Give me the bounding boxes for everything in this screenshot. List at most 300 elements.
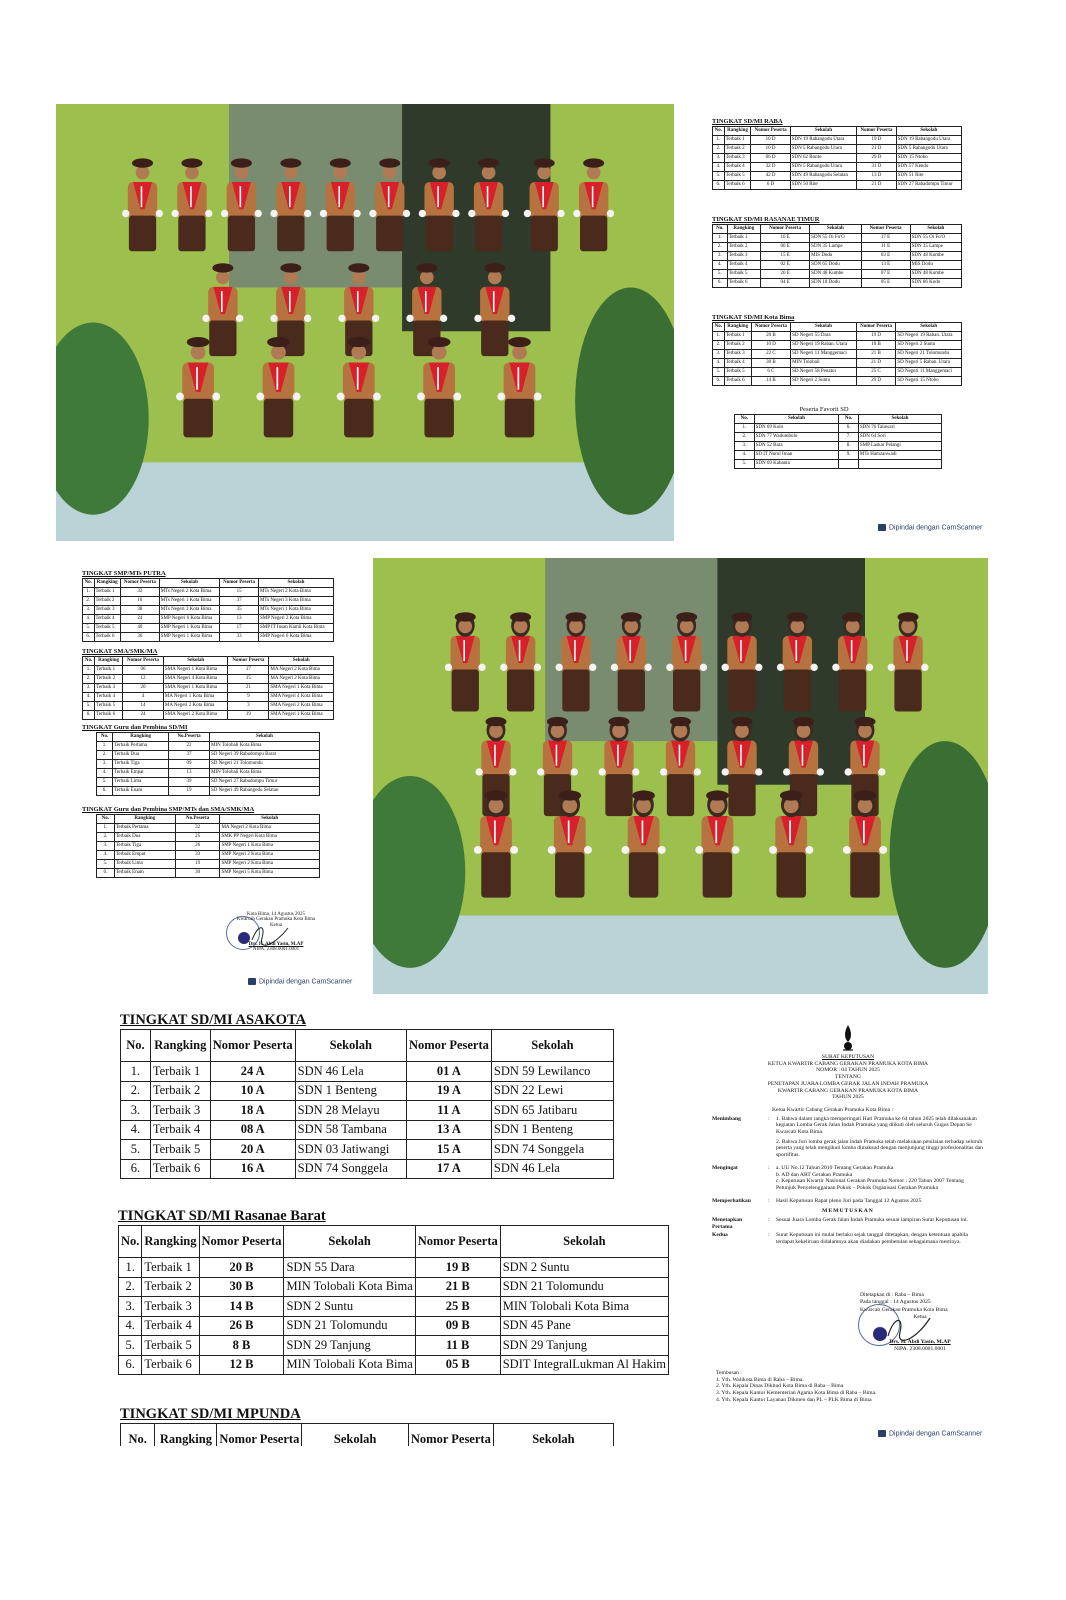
- scout-part: [888, 664, 895, 671]
- label: Kedua: [712, 1232, 728, 1239]
- scout-part: [505, 399, 534, 438]
- column-header: Nomor Peserta: [228, 657, 269, 666]
- table-cell: Terbaik 5: [94, 624, 120, 633]
- results-table: [120, 1423, 614, 1446]
- column-header: No.: [83, 579, 95, 588]
- scout-part: [369, 210, 376, 217]
- table-cell: MA Negeri 2 Kota Bima: [163, 702, 228, 711]
- table-cell: 5.: [83, 624, 95, 633]
- table-cell: Terbaik 5: [95, 702, 123, 711]
- scout-part: [445, 664, 452, 671]
- scout-part: [611, 664, 618, 671]
- scout-part: [481, 320, 508, 356]
- table-cell: 2.: [713, 145, 725, 154]
- table-cell: SDN 1 Benteng: [295, 1081, 406, 1101]
- scout-part: [776, 852, 805, 897]
- table-cell: Terbaik 6: [94, 633, 120, 642]
- label: Tembusan :: [716, 1370, 742, 1376]
- scout-part: [481, 852, 510, 897]
- scout-part: [629, 852, 658, 897]
- table-cell: Terbaik 3: [724, 154, 751, 163]
- table-cell: SDN 62 Bonto: [790, 154, 857, 163]
- scout-part: [732, 612, 753, 621]
- table-cell: 39: [169, 778, 210, 787]
- table-cell: 11 B: [415, 1336, 500, 1356]
- scout-part: [605, 774, 632, 816]
- results-table: [712, 322, 962, 386]
- scout-part: [212, 393, 220, 401]
- scout-part: [571, 768, 578, 775]
- section-title: TINGKAT SMA/SMK/MA: [82, 648, 158, 655]
- scout-part: [832, 664, 839, 671]
- scout-part: [453, 393, 461, 401]
- column-header: Sekolah: [163, 657, 228, 666]
- table-cell: 03 E: [861, 252, 910, 261]
- table-row: [713, 154, 962, 163]
- table-cell: 6.: [97, 869, 115, 878]
- table-row: [713, 359, 962, 368]
- table-cell: SMP Negeri 2 Kota Bima: [220, 851, 320, 860]
- column-header: Rangking: [150, 1030, 210, 1062]
- table-cell: 3.: [119, 1297, 142, 1317]
- scout-part: [583, 158, 604, 167]
- table-cell: MTs Negeri 2 Kota Bima: [258, 588, 333, 597]
- label: Memperhatikan: [712, 1197, 751, 1204]
- table-cell: 33: [220, 633, 259, 642]
- scout-part: [524, 210, 531, 217]
- table-cell: Terbaik 6: [724, 181, 751, 190]
- table-cell: 19: [175, 860, 220, 869]
- table-cell: SMA Negeri 1 Kota Bima: [163, 666, 228, 675]
- photo-scout-girls: [373, 558, 988, 994]
- label: [712, 1217, 768, 1230]
- table-cell: 5.: [713, 368, 725, 377]
- table-cell: 32: [120, 588, 159, 597]
- table-row: [713, 172, 962, 181]
- table-cell: SDN 35 Lampe: [810, 243, 861, 252]
- table-cell: 06: [123, 666, 164, 675]
- table-cell: 21 B: [415, 1277, 500, 1297]
- table-cell: 24: [123, 711, 164, 720]
- table-cell: 6.: [713, 377, 725, 386]
- results-table: [734, 414, 942, 469]
- table-cell: MIN Tolobali Kota Bima: [209, 742, 319, 751]
- scout-part: [722, 664, 729, 671]
- table-cell: 6.: [83, 711, 95, 720]
- table-cell: SDN 03 Jatiwangi: [295, 1140, 406, 1160]
- decree-tembusan: [716, 1370, 876, 1404]
- table-cell: Terbaik 1: [724, 136, 751, 145]
- scout-part: [320, 210, 327, 217]
- table-cell: Terbaik 5: [150, 1140, 210, 1160]
- scout-part: [406, 315, 413, 322]
- signature-mark: [864, 1312, 934, 1346]
- scout-part: [842, 612, 863, 621]
- text: 2. Bahwa Juri lomba gerak jalan indah Pramuka telah melakukan penilaian terhadap seluruh peserta yang telah mengikuti lomba dimaksud dengan menjunjung tinggi profesionalitas dan sportifitas.: [776, 1138, 983, 1159]
- table-cell: SDN 29 Tanjung: [284, 1336, 415, 1356]
- table-cell: Terbaik Tiga: [114, 842, 175, 851]
- decree-intro: Ketua Kwartir Cabang Gerakan Pramuka Kota Bima :: [772, 1106, 894, 1113]
- table-cell: MA Negeri 2 Kota Bima: [269, 666, 334, 675]
- table-cell: SDN 5 Rabangodu Utara: [790, 163, 857, 172]
- table-cell: SDN 15 Ntobo: [896, 154, 961, 163]
- table-cell: 4.: [119, 1316, 142, 1336]
- column-header: Nomor Peserta: [857, 127, 896, 136]
- table-cell: SMA Negeri 4 Kota Bima: [269, 693, 334, 702]
- scout-part: [866, 664, 873, 671]
- column-header: Nomor Peserta: [220, 579, 259, 588]
- scout-part: [534, 393, 542, 401]
- scout-part: [607, 210, 614, 217]
- table-cell: 2.: [97, 833, 115, 842]
- text: 1. Bahwa dalam rangka memperingati Hari Pramuka ke 64 tahun 2025 telah dilaksanakan kegiatan Lomba Gerak Jalan Indah Pramuka yang diikuti oleh seluruh Gugus Depan Se Kwarcab Kota Bima.: [776, 1115, 977, 1136]
- table-cell: Terbaik 4: [95, 693, 123, 702]
- scout-part: [478, 158, 499, 167]
- scout-part: [621, 846, 629, 854]
- table-cell: 31 D: [857, 163, 896, 172]
- table-cell: SDIT IntegralLukman Al Hakim: [500, 1355, 668, 1375]
- table-cell: Terbaik 3: [142, 1297, 199, 1317]
- table-cell: SDN 55 Oi Fo'O: [910, 234, 961, 243]
- table-cell: 20: [123, 684, 164, 693]
- table-cell: SDN 64 Sori: [858, 433, 941, 442]
- table-cell: 13: [169, 769, 210, 778]
- table-row: [713, 350, 962, 359]
- table-cell: SD Negeri 15 Ntobo: [896, 377, 962, 386]
- table-cell: 1.: [735, 424, 755, 433]
- table-cell: 26: [175, 842, 220, 851]
- text: Sesuai Juara Lomba Gerak Jalan Indah Pramuka sesuai lampiran Surat Keputusan ini.: [776, 1217, 968, 1224]
- table-cell: SMA Negeri 4 Kota Bima: [163, 675, 228, 684]
- scout-part: [589, 664, 596, 671]
- scout-part: [879, 846, 887, 854]
- scout-part: [666, 664, 673, 671]
- scout-part: [508, 337, 531, 347]
- table-row: [97, 787, 320, 796]
- table-cell: SDN 45 Pane: [500, 1316, 668, 1336]
- table-cell: 4.: [83, 693, 95, 702]
- scanner-watermark: [878, 524, 982, 531]
- table-cell: Terbaik 1: [142, 1258, 199, 1278]
- scout-part: [843, 846, 851, 854]
- table-cell: Terbaik 1: [727, 234, 760, 243]
- scout-part: [534, 664, 541, 671]
- results-table: [96, 814, 320, 878]
- table-cell: 1.: [97, 824, 115, 833]
- table-row: [713, 368, 962, 377]
- table-cell: 37: [220, 597, 259, 606]
- decree-mengingat: Mengingat : a. UU No.12 Tahun 2010 Tentang Gerakan Pramuka b. AD dan ART Gerakan Pramuka c. Keputusan Kwartir Nasional Gerakan Pramuka Nomor : 220 Tahun 2007 Tentang Petunjuk Penyelenggaraan Pokok – Pokok Organisasi Gerakan Pramuka: [712, 1165, 984, 1192]
- column-header: Sekolah: [493, 1424, 613, 1447]
- column-header: Sekolah: [858, 415, 941, 424]
- section-sma: [82, 648, 334, 720]
- camscanner-icon: [248, 978, 256, 985]
- table-cell: SDN 49 Rabangodu Selatan: [790, 172, 857, 181]
- scout-part: [855, 717, 876, 726]
- column-header: Rangking: [113, 733, 169, 742]
- table-cell: SD Negeri 5 Raban. Utara: [896, 359, 962, 368]
- scout-part: [426, 216, 453, 252]
- table-cell: SMP Negeri 1 Kota Bima: [220, 842, 320, 851]
- table-cell: SDN 48 Kumbe: [910, 270, 961, 279]
- table-row: [735, 442, 942, 451]
- scout-part: [256, 393, 264, 401]
- section-raba: [712, 118, 962, 190]
- scout-part: [277, 216, 304, 252]
- table-cell: Terbaik 4: [727, 261, 760, 270]
- table-cell: SDN 46 Lela: [491, 1159, 613, 1179]
- table-cell: SD Negeri 2 Suntu: [896, 341, 962, 350]
- table-cell: 3.: [713, 350, 725, 359]
- section-smp: [82, 570, 334, 642]
- table-cell: 37: [169, 751, 210, 760]
- text: Hasil Keputusan Rapat pleno Juri pada Tanggal 12 Agustus 2025: [776, 1197, 922, 1204]
- decree-tentang: TENTANG: [835, 1074, 861, 1081]
- scout-part: [202, 315, 209, 322]
- scout-part: [703, 852, 732, 897]
- scout-part: [122, 210, 129, 217]
- scout-part: [270, 210, 277, 217]
- section-title: TINGKAT Guru dan Pembina SD/MI: [82, 724, 188, 731]
- column-header: Nomor Peserta: [415, 1226, 500, 1258]
- table-cell: Terbaik 2: [142, 1277, 199, 1297]
- scout-part: [728, 774, 755, 816]
- table-cell: 4.: [121, 1120, 151, 1140]
- decree-memperhatikan: Memperhatikan : Hasil Keputusan Rapat pleno Juri pada Tanggal 12 Agustus 2025: [712, 1198, 984, 1205]
- scout-part: [507, 669, 534, 711]
- table-cell: 10 A: [210, 1081, 295, 1101]
- table-cell: 1.: [121, 1062, 151, 1082]
- table-cell: 09 B: [415, 1316, 500, 1336]
- table-cell: 8 B: [199, 1336, 284, 1356]
- section-title: TINGKAT SMP/MTs PUTRA: [82, 570, 166, 577]
- table-row: [83, 588, 334, 597]
- table-cell: 17: [220, 624, 259, 633]
- table-row: [83, 666, 334, 675]
- scout-part: [452, 669, 479, 711]
- scout-part: [728, 669, 755, 711]
- scout-part: [424, 399, 453, 438]
- table-cell: 19 A: [406, 1081, 491, 1101]
- table-row: [83, 606, 334, 615]
- table-row: [713, 252, 962, 261]
- decree-subject: KWARTIR CABANG GERAKAN PRAMUKA KOTA BIMA: [777, 1087, 919, 1094]
- table-cell: SDN 21 Tolomundu: [284, 1316, 415, 1336]
- scout-part: [850, 852, 879, 897]
- table-cell: Terbaik Enam: [114, 869, 175, 878]
- table-cell: SMP IT Insan Kamil Kota Bima: [258, 624, 333, 633]
- table-cell: SMA Negeri 1 Kota Bima: [269, 711, 334, 720]
- column-header: Rangking: [114, 815, 175, 824]
- scout-part: [555, 664, 562, 671]
- table-row: [119, 1316, 669, 1336]
- table-cell: Terbaik Lima: [114, 860, 175, 869]
- table-cell: 4: [123, 693, 164, 702]
- scout-part: [181, 158, 202, 167]
- table-cell: SDN 5 Rabangodu Utara: [896, 145, 961, 154]
- scout-part: [580, 216, 607, 252]
- section-title: TINGKAT Guru dan Pembina SMP/MTs dan SMA/SMK/MA: [82, 806, 255, 813]
- table-cell: 18 A: [210, 1101, 295, 1121]
- decree-date: Pada tanggal : 14 Agustus 2025: [860, 1298, 931, 1305]
- text: Surat Keputusan ini mulai berlaku sejak tanggal ditetapkan, dengan ketentuan apabila terdapat kekeliruan didalamnya akan diadakan pembetulan sebagaimana mestinya.: [776, 1232, 968, 1246]
- table-row: [119, 1258, 669, 1278]
- table-cell: SD Negeri 21 Tolomundu: [896, 350, 962, 359]
- table-cell: SDN 55 Oi Fo'O: [810, 234, 861, 243]
- table-cell: 5.: [121, 1140, 151, 1160]
- table-cell: 5.: [713, 172, 725, 181]
- table-cell: 19 B: [415, 1258, 500, 1278]
- scout-part: [353, 210, 360, 217]
- table-cell: 3.: [713, 252, 728, 261]
- table-header-row: [97, 815, 320, 824]
- scout-part: [565, 612, 586, 621]
- results-panel-top-right: [712, 118, 962, 528]
- scout-part: [531, 216, 558, 252]
- column-header: No.: [839, 415, 859, 424]
- scout-part: [132, 158, 153, 167]
- table-cell: Terbaik 3: [727, 252, 760, 261]
- column-header: No.: [713, 225, 728, 234]
- table-row: [83, 597, 334, 606]
- table-cell: SDN 48 Kumbe: [810, 270, 861, 279]
- table-row: [713, 136, 962, 145]
- table-cell: 2.: [735, 433, 755, 442]
- table-cell: 05 E: [861, 279, 910, 288]
- column-header: Nomor Peserta: [751, 127, 790, 136]
- sign-name: Drs. H. Abdi Yasin, M.AP: [248, 942, 304, 947]
- table-cell: 29 D: [857, 154, 896, 163]
- table-cell: 19: [228, 711, 269, 720]
- scout-part: [537, 768, 544, 775]
- table-cell: 19 B: [856, 341, 896, 350]
- table-cell: 2.: [83, 597, 95, 606]
- table-cell: 25 B: [415, 1297, 500, 1317]
- table-cell: Terbaik Empat: [113, 769, 169, 778]
- table-cell: MTs Negeri 2 Kota Bima: [159, 588, 219, 597]
- table-cell: Terbaik 6: [95, 711, 123, 720]
- column-header: Nomor Peserta: [210, 1030, 295, 1062]
- table-cell: 19 D: [857, 136, 896, 145]
- scout-part: [264, 399, 293, 438]
- table-cell: 22: [169, 742, 210, 751]
- scout-part: [228, 216, 255, 252]
- table-cell: SDN 19 Rabangodu Utara: [790, 136, 857, 145]
- table-cell: SDN 28 Melayu: [295, 1101, 406, 1121]
- table-row: [713, 332, 962, 341]
- label: Menimbang: [712, 1115, 741, 1122]
- photo-steps: [373, 916, 988, 994]
- table-row: [713, 163, 962, 172]
- table-cell: SDN 74 Songgela: [295, 1159, 406, 1179]
- table-row: [119, 1277, 669, 1297]
- scout-part: [337, 393, 345, 401]
- scout-part: [476, 768, 483, 775]
- scout-part: [921, 664, 928, 671]
- scout-part: [755, 768, 762, 775]
- table-row: [83, 711, 334, 720]
- column-header: No.Peserta: [169, 733, 210, 742]
- table-cell: MTs Negeri 3 Kota Bima: [258, 597, 333, 606]
- table-cell: 24: [120, 615, 159, 624]
- table-cell: 08 A: [210, 1120, 295, 1140]
- table-cell: Terbaik 2: [95, 675, 123, 684]
- table-cell: Terbaik 6: [727, 279, 760, 288]
- table-cell: 26 B: [199, 1316, 284, 1336]
- column-header: No.: [97, 733, 113, 742]
- scout-part: [502, 210, 509, 217]
- column-header: Rangking: [724, 323, 751, 332]
- table-cell: 30 B: [751, 359, 791, 368]
- table-cell: 3.: [713, 154, 725, 163]
- scout-part: [777, 664, 784, 671]
- table-cell: SDN 52 Bara: [754, 442, 839, 451]
- table-cell: 21 D: [857, 145, 896, 154]
- scanner-label: Dipindai dengan CamScanner: [889, 1430, 983, 1438]
- scout-part: [562, 669, 589, 711]
- section-guru-sd: [82, 724, 334, 796]
- table-cell: 3.: [83, 684, 95, 693]
- column-header: Sekolah: [284, 1226, 415, 1258]
- table-cell: 3: [228, 702, 269, 711]
- table-cell: 6.: [97, 787, 113, 796]
- table-cell: Terbaik 2: [150, 1081, 210, 1101]
- scout-part: [644, 664, 651, 671]
- section-title: TINGKAT SD/MI ASAKOTA: [120, 1012, 307, 1028]
- table-cell: MIN Tolobali Kota Bima: [209, 769, 319, 778]
- table-row: [735, 424, 942, 433]
- table-row: [83, 615, 334, 624]
- table-header-row: [83, 657, 334, 666]
- table-cell: Terbaik Enam: [113, 787, 169, 796]
- text: b. AD dan ART Gerakan Pramuka: [776, 1171, 853, 1178]
- table-cell: SMP Negeri 5 Kota Bima: [220, 869, 320, 878]
- table-cell: 38: [120, 606, 159, 615]
- table-cell: Terbaik 2: [727, 243, 760, 252]
- scout-part: [732, 846, 740, 854]
- column-header: Nomor Peserta: [861, 225, 910, 234]
- scout-part: [429, 158, 450, 167]
- scout-part: [376, 216, 403, 252]
- column-header: No.: [713, 127, 725, 136]
- table-row: [83, 624, 334, 633]
- table-cell: Terbaik Tiga: [113, 760, 169, 769]
- scout-part: [344, 399, 373, 438]
- scout-part: [372, 315, 379, 322]
- results-panel-left: [82, 570, 334, 970]
- label-text: Menetapkan: [712, 1217, 743, 1224]
- table-cell: [839, 460, 859, 469]
- scout-part: [267, 337, 290, 347]
- table-row: [713, 377, 962, 386]
- decree-signer-nipa: NIPA. 2308.0001.0001: [894, 1345, 946, 1352]
- table-cell: 6 D: [751, 181, 790, 190]
- table-cell: MA Negeri 1 Kota Bima: [163, 693, 228, 702]
- scout-part: [178, 216, 205, 252]
- table-cell: 3.: [97, 760, 113, 769]
- table-cell: 15: [228, 675, 269, 684]
- table-cell: Terbaik 5: [724, 172, 751, 181]
- scout-part: [547, 717, 568, 726]
- scout-part: [894, 669, 921, 711]
- table-cell: SDN 65 Jatibaru: [491, 1101, 613, 1121]
- table-cell: Terbaik 3: [95, 684, 123, 693]
- table-cell: SDN 77 Wadumbolo: [754, 433, 839, 442]
- table-cell: 7.: [839, 433, 859, 442]
- scout-part: [379, 158, 400, 167]
- table-cell: SDN 18 Dodu: [810, 279, 861, 288]
- column-header: No.: [83, 657, 95, 666]
